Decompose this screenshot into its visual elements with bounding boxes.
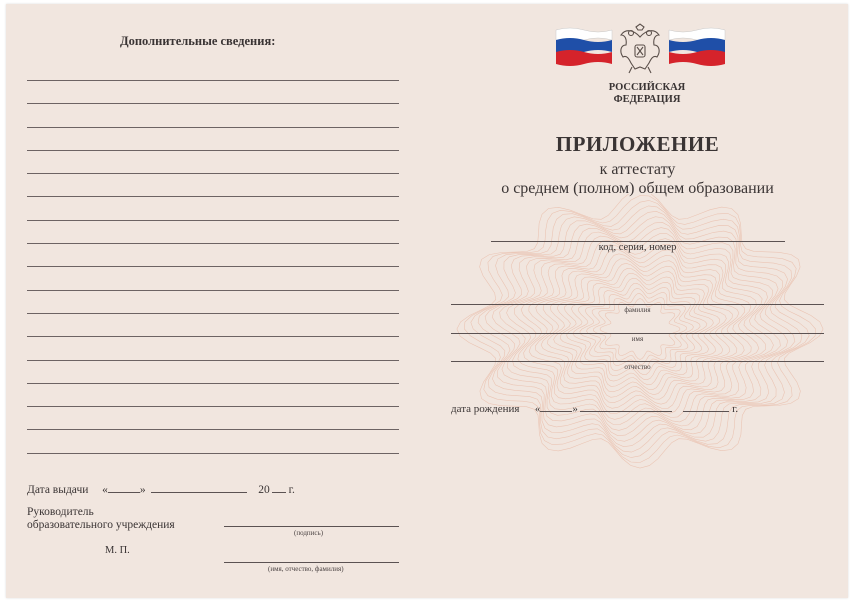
russian-flag-icon	[668, 26, 726, 68]
additional-info-lines	[27, 80, 399, 476]
surname-caption: фамилия	[624, 306, 651, 314]
head-name-line[interactable]	[224, 562, 399, 563]
first-name-caption: имя	[631, 335, 644, 343]
additional-info-line[interactable]	[27, 196, 399, 197]
additional-info-line[interactable]	[27, 150, 399, 151]
additional-info-line[interactable]	[27, 173, 399, 174]
issue-date-close-quote: »	[139, 484, 146, 496]
additional-info-line[interactable]	[27, 406, 399, 407]
head-name-caption: (имя, отчество, фамилия)	[268, 565, 344, 573]
issue-month-field[interactable]	[151, 482, 247, 493]
annex-title: ПРИЛОЖЕНИЕ	[555, 132, 720, 156]
issue-year-prefix: 20	[258, 484, 270, 496]
surname-field[interactable]	[451, 304, 824, 305]
issue-date-open-quote: «	[102, 484, 108, 496]
federation-label-line1: РОССИЙСКАЯ	[608, 82, 686, 93]
patronymic-caption: отчество	[624, 363, 651, 371]
right-page	[427, 4, 848, 598]
issue-date-label: Дата выдачи	[27, 484, 89, 496]
first-name-field[interactable]	[451, 333, 824, 334]
left-page	[6, 4, 427, 598]
birth-date-label: дата рождения	[451, 403, 520, 415]
issue-day-field[interactable]	[108, 482, 140, 493]
double-headed-eagle-emblem-icon	[617, 23, 663, 75]
birth-year-field[interactable]	[683, 402, 729, 412]
signature-caption: (подпись)	[294, 529, 324, 537]
rosette-ring	[514, 234, 765, 425]
rosette-ring	[457, 194, 823, 468]
additional-info-line[interactable]	[27, 360, 399, 361]
additional-info-line[interactable]	[27, 336, 399, 337]
certificate-annex-sheet	[6, 4, 848, 598]
additional-info-line[interactable]	[27, 429, 399, 430]
russian-flag-icon	[555, 26, 613, 68]
signature-line[interactable]	[224, 526, 399, 527]
birth-date-close-quote: »	[572, 403, 578, 415]
additional-info-line[interactable]	[27, 383, 399, 384]
additional-info-line[interactable]	[27, 313, 399, 314]
certificate-code-caption: код, серия, номер	[598, 242, 677, 253]
rosette-ring	[521, 239, 759, 420]
additional-info-title: Дополнительные сведения:	[120, 34, 276, 48]
birth-month-field[interactable]	[580, 402, 672, 412]
additional-info-line[interactable]	[27, 103, 399, 104]
additional-info-line[interactable]	[27, 243, 399, 244]
issue-year-suffix: г.	[288, 484, 295, 496]
school-head-label	[27, 506, 175, 532]
additional-info-line[interactable]	[27, 290, 399, 291]
issue-year-field[interactable]	[272, 482, 286, 493]
additional-info-line[interactable]	[27, 453, 399, 454]
rosette-ring	[541, 254, 739, 404]
additional-info-line[interactable]	[27, 80, 399, 81]
annex-subtitle-1: к аттестату	[599, 161, 676, 178]
federation-label	[597, 82, 697, 106]
patronymic-field[interactable]	[451, 361, 824, 362]
school-head-label-line1: Руководитель	[27, 506, 94, 518]
additional-info-line[interactable]	[27, 127, 399, 128]
issue-date-row	[27, 482, 295, 496]
rosette-ring	[560, 268, 720, 389]
birth-date-open-quote: «	[534, 403, 541, 415]
additional-info-line[interactable]	[27, 266, 399, 267]
guilloche-rosette-icon	[427, 194, 848, 494]
rosette-ring	[535, 250, 744, 409]
birth-day-field[interactable]	[540, 402, 572, 412]
rosette-ring	[587, 288, 694, 369]
federation-label-line2: ФЕДЕРАЦИЯ	[613, 94, 681, 105]
birth-year-suffix: г.	[732, 403, 739, 415]
additional-info-line[interactable]	[27, 220, 399, 221]
rosette-ring	[464, 196, 815, 463]
school-head-label-line2: образовательного учреждения	[27, 519, 175, 531]
rosette-ring	[471, 200, 809, 457]
birth-date-row	[451, 402, 738, 415]
rosette-ring	[554, 263, 727, 394]
stamp-place-label: М. П.	[105, 545, 130, 556]
annex-subtitle-2: о среднем (полном) общем образовании	[501, 180, 774, 197]
state-symbols	[555, 23, 737, 73]
rosette-ring	[548, 259, 733, 399]
